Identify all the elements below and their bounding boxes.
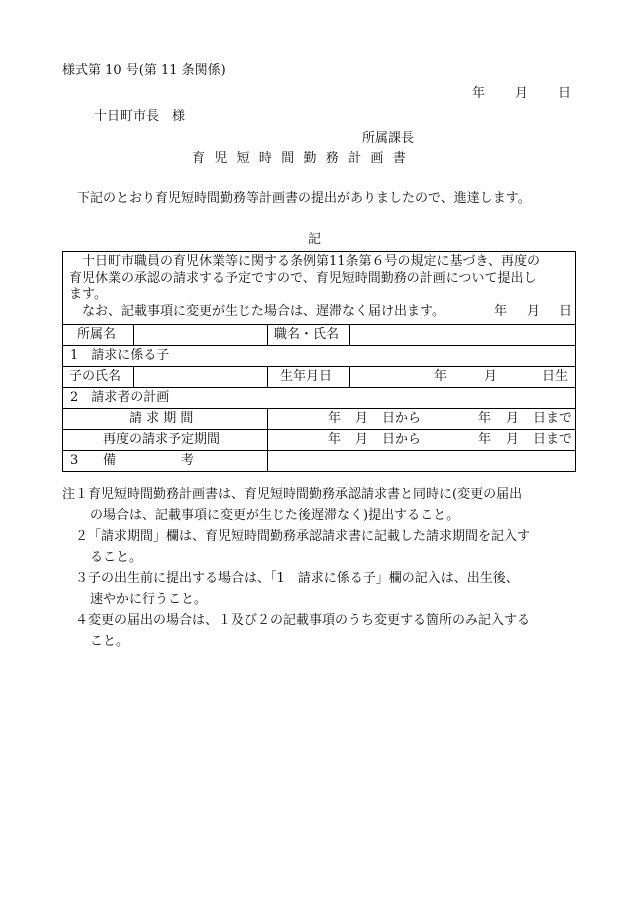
period-row xyxy=(63,408,575,429)
note-3-line-1: 子の出生前に提出する場合は、「1 請求に係る子」欄の記入は、出生後、 xyxy=(88,571,519,586)
section3-number: 3 xyxy=(70,453,79,468)
note-1-number: 注１ xyxy=(62,487,89,502)
note-2 xyxy=(62,526,582,568)
period-field[interactable] xyxy=(267,409,575,429)
birth-year: 年 xyxy=(434,369,448,384)
note-2-line-2: ること。 xyxy=(90,550,143,565)
date-month: 月 xyxy=(515,86,529,101)
period-to-day: 日まで xyxy=(533,411,573,426)
intro-text: 下記のとおり育児短時間勤務等計画書の提出がありましたので、進達します。 xyxy=(77,191,531,206)
statement-note: なお、記載事項に変更が生じた場合は、遅滞なく届け出ます。 xyxy=(82,303,445,319)
document-title: 育児短時間勤務計画書 xyxy=(192,151,416,166)
re-period-to-day: 日まで xyxy=(533,432,573,447)
note-1-line-2: の場合は、記載事項に変更が生じた後遅滞なく)提出すること。 xyxy=(90,508,460,523)
period-to-month: 月 xyxy=(506,411,520,426)
affiliation-row xyxy=(63,324,575,345)
ki-heading: 記 xyxy=(308,232,322,247)
note-2-number: ２ xyxy=(62,529,89,544)
note-3-number: ３ xyxy=(62,571,89,586)
note-4-line-1: 変更の届出の場合は、１及び２の記載事項のうち変更する箇所のみ記入する xyxy=(88,613,531,628)
period-label: 請 求 期 間 xyxy=(129,411,194,426)
affiliation-label: 所属名 xyxy=(77,327,117,342)
note-3 xyxy=(62,568,582,610)
child-row xyxy=(63,366,575,387)
section2-heading: 2 請求者の計画 xyxy=(70,390,170,405)
re-period-from-year: 年 xyxy=(328,432,342,447)
section2-row xyxy=(63,387,575,408)
re-period-field[interactable] xyxy=(267,430,575,450)
statement-day: 日 xyxy=(559,303,573,319)
period-from-month: 月 xyxy=(355,411,369,426)
date-day: 日 xyxy=(558,86,572,101)
statement-month: 月 xyxy=(527,303,541,319)
note-3-line-2: 速やかに行うこと。 xyxy=(90,592,208,607)
submission-date xyxy=(472,86,571,102)
re-period-label: 再度の請求予定期間 xyxy=(103,432,221,447)
birth-month: 月 xyxy=(484,369,498,384)
addressee: 十日町市長 様 xyxy=(94,109,186,124)
remarks-row xyxy=(63,450,575,471)
child-name-label: 子の氏名 xyxy=(69,369,122,384)
plan-form-table xyxy=(62,251,576,472)
re-period-from-month: 月 xyxy=(355,432,369,447)
statement-line-1: 十日町市職員の育児休業等に関する条例第11条第６号の規定に基づき、再度の xyxy=(82,254,541,269)
re-period-to-month: 月 xyxy=(506,432,520,447)
note-1 xyxy=(62,484,582,526)
note-4 xyxy=(62,610,582,652)
period-from-year: 年 xyxy=(328,411,342,426)
statement-line-3: ます。 xyxy=(69,287,107,302)
remarks-field[interactable] xyxy=(267,451,575,471)
re-period-to-year: 年 xyxy=(478,432,492,447)
birth-day: 日生 xyxy=(542,369,569,384)
statement-line-4 xyxy=(69,303,573,321)
period-from-day: 日から xyxy=(382,411,422,426)
sender: 所属課長 xyxy=(362,131,415,146)
note-4-number: ４ xyxy=(62,613,89,628)
date-year: 年 xyxy=(472,86,486,101)
remarks-label: 備 考 xyxy=(103,453,195,468)
child-name-field[interactable] xyxy=(133,367,267,387)
position-name-label: 職名・氏名 xyxy=(267,325,349,345)
birthdate-label: 生年月日 xyxy=(267,367,349,387)
re-period-from-day: 日から xyxy=(382,432,422,447)
section1-row xyxy=(63,345,575,366)
affiliation-field[interactable] xyxy=(133,325,267,345)
statement-year: 年 xyxy=(494,303,508,319)
period-to-year: 年 xyxy=(478,411,492,426)
birthdate-field[interactable] xyxy=(349,367,575,387)
position-name-field[interactable] xyxy=(349,325,575,345)
notes-section xyxy=(62,484,582,652)
section1-heading: 1 請求に係る子 xyxy=(70,348,170,363)
note-1-line-1: 育児短時間勤務計画書は、育児短時間勤務承認請求書と同時に(変更の届出 xyxy=(88,487,523,502)
note-4-line-2: こと。 xyxy=(90,634,130,649)
statement-block xyxy=(63,252,575,324)
form-number: 様式第 10 号(第 11 条関係) xyxy=(62,63,226,78)
re-period-row xyxy=(63,429,575,450)
note-2-line-1: 「請求期間」欄は、育児短時間勤務承認請求書に記載した請求期間を記入す xyxy=(88,529,531,544)
statement-line-2: 育児休業の承認の請求する予定ですので、育児短時間勤務の計画について提出し xyxy=(69,270,537,286)
